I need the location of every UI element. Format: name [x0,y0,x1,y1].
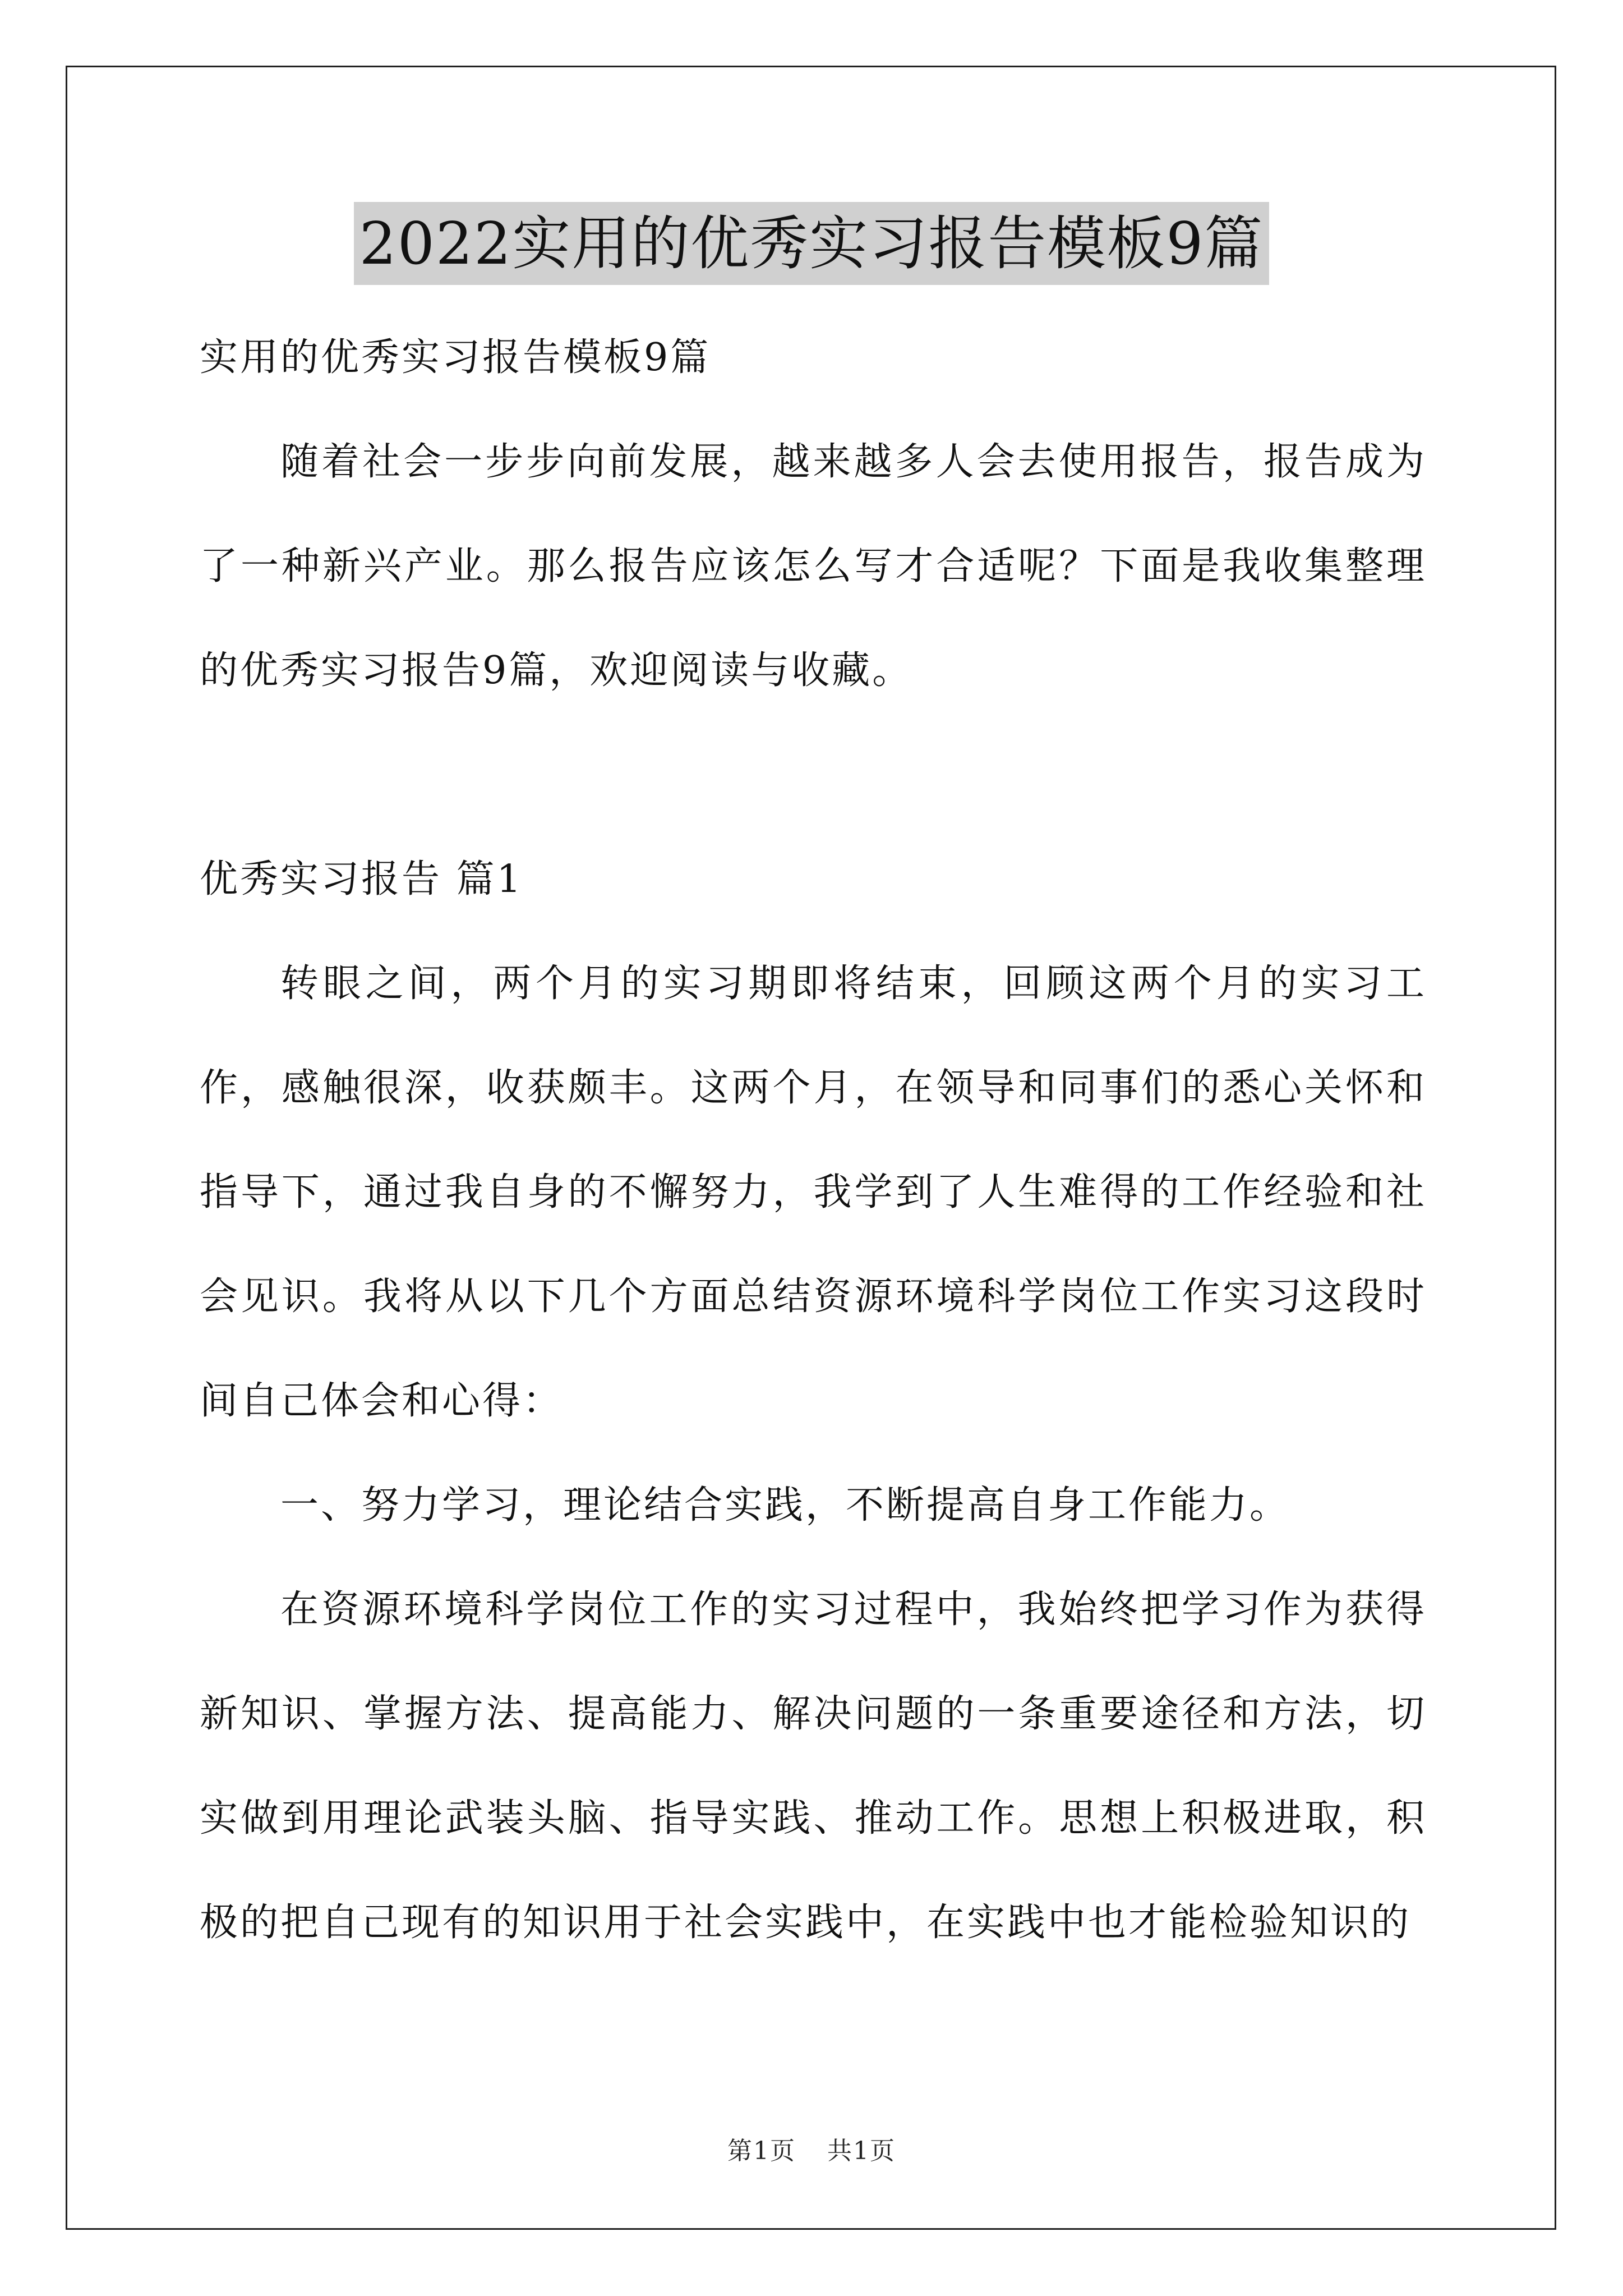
page-number: 第1页 [727,2137,796,2165]
document-subtitle: 实用的优秀实习报告模板9篇 [200,335,711,380]
page-total: 共1页 [827,2137,896,2165]
document-title: 2022实用的优秀实习报告模板9篇 [354,202,1270,285]
page-footer [0,2134,1623,2168]
body-paragraph: 一、努力学习，理论结合实践，不断提高自身工作能力。 [280,1483,1290,1527]
intro-paragraph: 随着社会一步步向前发展，越来越多人会去使用报告，报告成为了一种新兴产业。那么报告应该怎么写才合适呢？下面是我收集整理的优秀实习报告9篇，欢迎阅读与收藏。 [200,440,1427,693]
body-paragraph: 在资源环境科学岗位工作的实习过程中，我始终把学习作为获得新知识、掌握方法、提高能力、解决问题的一条重要途径和方法，切实做到用理论武装头脑、指导实践、推动工作。思想上积极进取，积极的把自己现有的知识用于社会实践中，在实践中也才能检验知识的 [200,1588,1427,1945]
body-paragraph: 转眼之间，两个月的实习期即将结束，回顾这两个月的实习工作，感触很深，收获颇丰。这两个月，在领导和同事们的悉心关怀和指导下，通过我自身的不懈努力，我学到了人生难得的工作经验和社会见识。我将从以下几个方面总结资源环境科学岗位工作实习这段时间自己体会和心得： [200,961,1427,1423]
document-body [200,306,1427,1975]
title-container [0,202,1623,285]
section-heading: 优秀实习报告 篇1 [200,857,523,901]
section-spacer [200,723,1427,827]
